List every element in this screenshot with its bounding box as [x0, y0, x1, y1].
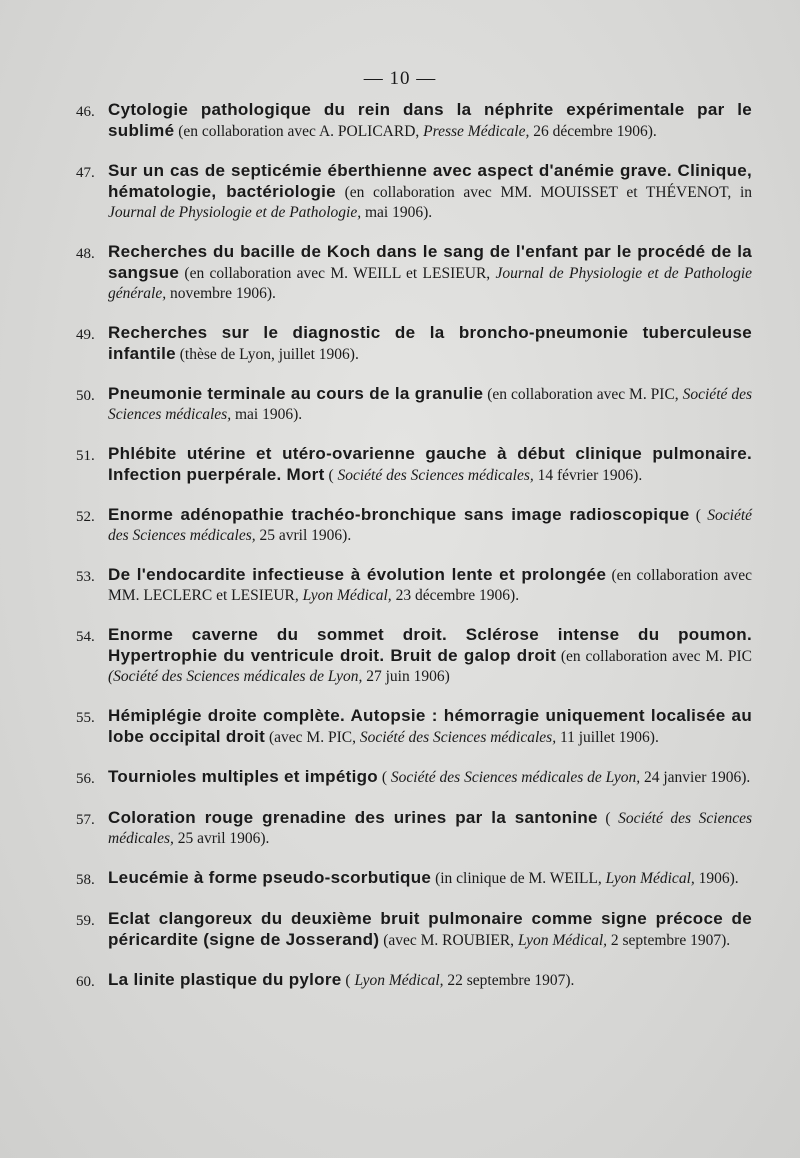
entry-text — [108, 909, 752, 951]
entry-date: 22 septembre 1907). — [447, 972, 575, 989]
entry-number: 56. — [76, 771, 95, 787]
entry-date: 14 février 1906). — [537, 467, 643, 484]
entry-journal: Société des Sciences médicales de Lyon, — [390, 769, 641, 786]
entry-detail: (en collaboration avec MM. MOUISSET et THÉVENOT, in — [344, 184, 752, 201]
bibliography-entry — [76, 161, 752, 223]
entry-journal: (Société des Sciences médicales de Lyon, — [108, 668, 363, 685]
entry-date: 2 septembre 1907). — [610, 932, 731, 949]
entry-detail: ( — [381, 769, 388, 786]
entry-text — [108, 161, 752, 223]
entry-detail: (thèse de Lyon, juillet 1906). — [179, 346, 359, 363]
entry-title: Coloration rouge grenadine des urines par la santonine — [108, 808, 598, 827]
entry-text — [108, 565, 752, 606]
entry-text — [108, 444, 752, 486]
entry-journal: Presse Médicale, — [423, 123, 530, 140]
entry-title: De l'endocardite infectieuse à évolution lente et prolongée — [108, 565, 607, 584]
bibliography-entry — [76, 323, 752, 365]
entry-title: Cytologie pathologique du rein dans la néphrite expérimentale par le sublimé — [108, 100, 752, 140]
entry-journal: Journal de Physiologie et de Pathologie, — [108, 204, 362, 221]
entry-text — [108, 323, 752, 365]
entry-text — [108, 767, 752, 788]
entry-journal: Lyon Médical, — [302, 587, 392, 604]
entry-number: 58. — [76, 872, 95, 888]
entry-number: 48. — [76, 246, 95, 262]
bibliography-entry — [76, 565, 752, 606]
bibliography-entry — [76, 808, 752, 849]
entry-text — [108, 625, 752, 687]
entry-journal: Lyon Médical, — [605, 870, 695, 887]
entry-title: Eclat clangoreux du deuxième bruit pulmonaire comme signe précoce de péricardite (signe de Josserand) — [108, 909, 752, 949]
entry-journal: Société des Sciences médicales, — [108, 507, 753, 544]
entry-title: Enorme adénopathie trachéo-bronchique sans image radioscopique — [108, 505, 690, 524]
entry-date: 26 décembre 1906). — [533, 123, 657, 140]
entry-detail: (en collaboration avec M. PIC, — [487, 386, 679, 403]
entry-journal: Société des Sciences médicales, — [108, 810, 753, 847]
entry-title: Phlébite utérine et utéro-ovarienne gauche à début clinique pulmonaire. Infection puerpérale. Mort — [108, 444, 752, 484]
entry-date: 1906). — [698, 870, 739, 887]
entry-title: Recherches sur le diagnostic de la broncho-pneumonie tuberculeuse infantile — [108, 323, 752, 363]
entry-number: 51. — [76, 448, 95, 464]
entry-text — [108, 384, 752, 425]
bibliography-entry — [76, 625, 752, 687]
entry-journal: Société des Sciences médicales, — [108, 386, 752, 423]
entry-date: mai 1906). — [364, 204, 433, 221]
entry-title: Hémiplégie droite complète. Autopsie : hémorragie uniquement localisée au lobe occipital droit — [108, 706, 752, 746]
entry-number: 53. — [76, 569, 95, 585]
entry-number: 57. — [76, 812, 95, 828]
entry-date: novembre 1906). — [169, 285, 276, 302]
entry-number: 49. — [76, 327, 95, 343]
entry-number: 59. — [76, 913, 95, 929]
entry-date: 27 juin 1906) — [366, 668, 450, 685]
entry-number: 55. — [76, 710, 95, 726]
page-number: — 10 — — [363, 68, 437, 89]
bibliography-list — [76, 100, 752, 1011]
bibliography-entry — [76, 909, 752, 951]
entry-detail: (en collaboration avec M. PIC — [560, 648, 753, 665]
entry-journal: Lyon Médical, — [354, 972, 444, 989]
entry-detail: (in clinique de M. WEILL, — [435, 870, 602, 887]
bibliography-entry — [76, 242, 752, 304]
entry-detail: ( — [328, 467, 334, 484]
entry-detail: (en collaboration avec A. POLICARD, — [178, 123, 420, 140]
entry-detail: ( — [345, 972, 351, 989]
entry-detail: (en collaboration avec MM. LECLERC et LESIEUR, — [108, 567, 752, 604]
entry-text — [108, 868, 752, 889]
entry-journal: Société des Sciences médicales, — [337, 467, 534, 484]
entry-title: La linite plastique du pylore — [108, 970, 342, 989]
bibliography-entry — [76, 767, 752, 789]
bibliography-entry — [76, 970, 752, 992]
entry-detail: (en collaboration avec M. WEILL et LESIEUR, — [184, 265, 491, 282]
entry-text — [108, 100, 752, 142]
bibliography-entry — [76, 384, 752, 425]
entry-number: 52. — [76, 509, 95, 525]
entry-title: Leucémie à forme pseudo-scorbutique — [108, 868, 432, 887]
entry-detail: ( — [605, 810, 611, 827]
entry-journal: Lyon Médical, — [517, 932, 608, 949]
entry-text — [108, 706, 752, 748]
entry-date: 11 juillet 1906). — [559, 729, 659, 746]
entry-text — [108, 970, 752, 991]
entry-text — [108, 242, 752, 304]
entry-number: 47. — [76, 165, 95, 181]
bibliography-entry — [76, 706, 752, 748]
entry-journal: Journal de Physiologie et de Pathologie générale, — [108, 265, 753, 302]
entry-text — [108, 505, 752, 546]
entry-number: 54. — [76, 629, 95, 645]
entry-text — [108, 808, 752, 849]
entry-detail: (avec M. PIC, — [269, 729, 356, 746]
entry-title: Pneumonie terminale au cours de la granulie — [108, 384, 484, 403]
entry-title: Sur un cas de septicémie éberthienne avec aspect d'anémie grave. Clinique, hématologie, bactériologie — [108, 161, 752, 201]
entry-number: 50. — [76, 388, 95, 404]
bibliography-entry — [76, 505, 752, 546]
entry-detail: (avec M. ROUBIER, — [383, 932, 515, 949]
entry-title: Recherches du bacille de Koch dans le sang de l'enfant par le procédé de la sangsue — [108, 242, 752, 282]
entry-number: 60. — [76, 974, 95, 990]
entry-title: Enorme caverne du sommet droit. Sclérose intense du poumon. Hypertrophie du ventricule droit. Bruit de galop droit — [108, 625, 752, 665]
entry-detail: ( — [695, 507, 701, 524]
entry-date: 25 avril 1906). — [177, 830, 270, 847]
entry-date: 25 avril 1906). — [259, 527, 352, 544]
entry-date: mai 1906). — [234, 406, 303, 423]
entry-date: 23 décembre 1906). — [395, 587, 520, 604]
entry-date: 24 janvier 1906). — [643, 769, 751, 786]
bibliography-entry — [76, 868, 752, 890]
entry-journal: Société des Sciences médicales, — [359, 729, 557, 746]
bibliography-entry — [76, 100, 752, 142]
entry-number: 46. — [76, 104, 95, 120]
entry-title: Tournioles multiples et impétigo — [108, 767, 378, 786]
bibliography-entry — [76, 444, 752, 486]
